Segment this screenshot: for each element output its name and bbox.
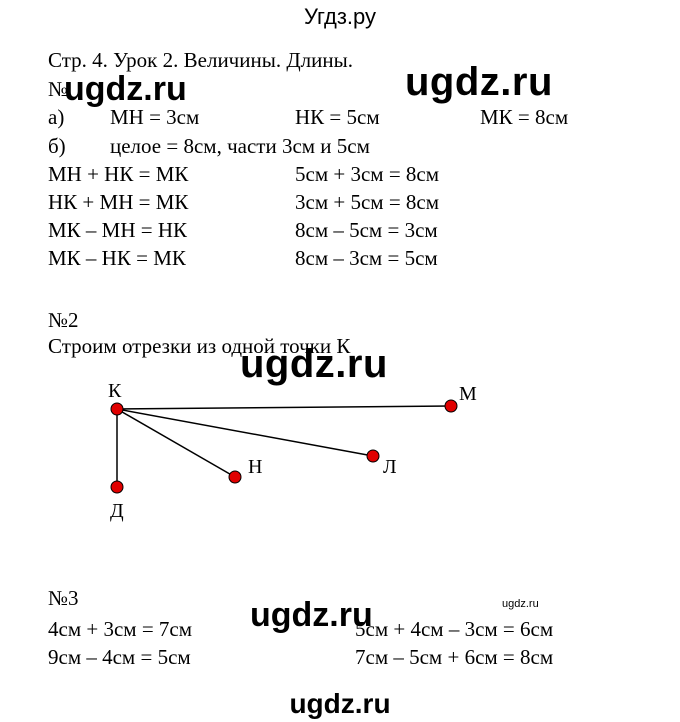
watermark-task3: ugdz.ru	[250, 596, 373, 634]
task1-a-item-1: МН = 3см	[110, 105, 200, 129]
task1-row-3-right: 8см – 5см = 3см	[295, 218, 438, 242]
point-n	[229, 471, 241, 483]
point-l	[367, 450, 379, 462]
task1-row-4-left: МК – НК = МК	[48, 246, 186, 270]
segment-kl	[117, 409, 373, 456]
point-label-k: К	[108, 380, 122, 402]
point-label-m: М	[459, 383, 477, 405]
watermark-footer: ugdz.ru	[289, 688, 391, 719]
task3-row-2-left: 9см – 4см = 5см	[48, 645, 191, 669]
task1-a-label: а)	[48, 105, 65, 129]
watermark-diagram: ugdz.ru	[240, 342, 388, 386]
task3-row-1-left: 4см + 3см = 7см	[48, 617, 193, 641]
watermark-task1: ugdz.ru	[64, 70, 187, 108]
site-title: Угдз.ру	[303, 4, 377, 29]
point-k	[111, 403, 123, 415]
watermark-small: ugdz.ru	[502, 598, 539, 610]
task1-row-1-right: 5см + 3см = 8см	[295, 162, 440, 186]
task1-row-2-left: НК + МН = МК	[48, 190, 189, 214]
task3-row-2-right: 7см – 5см + 6см = 8см	[355, 645, 554, 669]
point-label-n: Н	[248, 456, 263, 478]
task2-number: №2	[48, 308, 79, 332]
segment-km	[117, 406, 451, 409]
task3-number: №3	[48, 586, 79, 610]
task1-row-3-left: МК – МН = НК	[48, 218, 188, 242]
task1-number: №	[48, 77, 69, 101]
watermark-top-right: ugdz.ru	[405, 60, 553, 104]
point-m	[445, 400, 457, 412]
task2-caption: Строим отрезки из одной точки К	[48, 334, 351, 358]
task1-a-item-2: НК = 5см	[295, 105, 380, 129]
task1-a-item-3: МК = 8см	[480, 105, 569, 129]
task1-row-4-right: 8см – 3см = 5см	[295, 246, 438, 270]
task3-row-1-right: 5см + 4см – 3см = 6см	[355, 617, 554, 641]
task1-b-label: б)	[48, 134, 66, 158]
task1-row-2-right: 3см + 5см = 8см	[295, 190, 440, 214]
point-label-l: Л	[383, 456, 397, 478]
lesson-title: Стр. 4. Урок 2. Величины. Длины.	[48, 48, 353, 72]
point-d	[111, 481, 123, 493]
task1-row-1-left: МН + НК = МК	[48, 162, 189, 186]
point-label-d: Д	[110, 500, 124, 522]
task1-b-text: целое = 8см, части 3см и 5см	[110, 134, 370, 158]
